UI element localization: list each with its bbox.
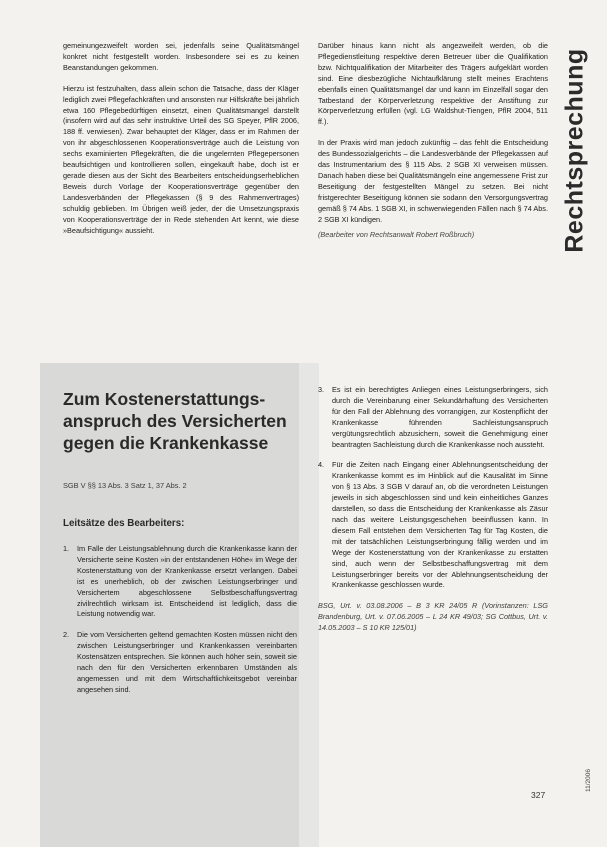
item-number: 3. bbox=[318, 385, 325, 394]
item-text: Es ist ein berechtigtes Anliegen eines Leistungserbringers, sich durch die Vereinbarung einer Sekundärhaftung des Versicherten für den Fall der Ablehnung des vorrangigen, zur Kostenpflicht der Krankenkasse führenden Sachleistungsanspruch vergütungsrechtlich abzusichern, soweit die Genehmigung einer beantragten Sachleistung durch die Krankenkasse noch aussteht. bbox=[332, 385, 548, 449]
paragraph: In der Praxis wird man jedoch zukünftig – das fehlt die Entscheidung des Bundessozialgerichts – die Landesverbände der Pflegekassen auf das Instrumentarium des § 115 Abs. 2 SGB XI verweisen müssen. Danach haben diese bei Qualitätsmängeln eine angemessene Frist zur Beseitigung der festgestellten Mängel zu setzen. Bei nicht fristgerechter Beseitigung können sie sodann den Versorgungsvertrag gemäß § 74 Abs. 1 SGB XI, in schwerwiegenden Fällen nach § 74 Abs. 2 SGB XI kündigen. bbox=[318, 138, 548, 224]
item-text: Die vom Versicherten geltend gemachten Kosten müssen nicht den zwischen Leistungserbringer und Krankenkassen vereinbarten Kostensätzen entsprechen. Sie können auch höher sein, soweit sie nach den für den Versicherten erkennbaren Umständen als angemessen und mit dem Wirtschaftlichkeitsgebot vereinbar angesehen sind. bbox=[77, 630, 297, 694]
bottom-right-column bbox=[318, 385, 548, 634]
paragraph: Hierzu ist festzuhalten, dass allein schon die Tatsache, dass der Kläger lediglich zwei Pflegefachkräften und ansonsten nur Hilfskräfte bei jährlich etwa 160 Pflegebedürftigen einsetzt, einen Qualitätsmangel darstellt (insofern wird auf das sehr instruktive Urteil des SG Speyer, PflR 2006, 188 ff. verwiesen). Zwar behauptet der Kläger, dass er im Rahmen der von ihr abgeschlossenen Kooperationsverträge auch die Leistung von sechs examinierten Pflegekräften, die die ungelernten Pflegepersonen beaufsichtigen und kontrollieren sollen, eingekauft habe, doch ist er gerade diesen aus der Sicht des Bearbeiters entscheidungserheblichen Beweis durch Vorlage der Kooperationsverträge gegenüber den Landesverbänden der Pflegekassen (§ 9 des Rahmenvertrages) schuldig geblieben. Im Übrigen weiß jeder, der die Umsetzungspraxis von Kooperationsverträge der in Rede stehenden Art kennt, wie diese »Beaufsichtigung« aussieht. bbox=[63, 83, 299, 235]
section-title-text: Rechtsprechung bbox=[560, 47, 589, 253]
article-title-line: anspruch des Versicherten bbox=[63, 411, 287, 431]
item-text: Für die Zeiten nach Eingang einer Ablehnungsentscheidung der Krankenkasse kommt es im Hinblick auf die Kausalität im Sinne von § 13 Abs. 3 SGB V darauf an, ob die verordneten Leistungen jeweils in sich abgeschlossen sind und kein einheitliches Ganzes darstellen, so dass die Entscheidung der Krankenkasse als Zäsur nach das weitere Leistungsgeschehen beeinflussen kann. In diesem Fall entstehen dem Versicherten Tag für Tag Kosten, die mit der tatsächlichen Leistungserbringung fällig werden und im Wege der Kostenerstattung von der Krankenkasse zu erstatten sind, auch wenn der Selbstbeschaffungsvertrag mit dem Leistungserbringer bereits vor der Ablehnungsentscheidung der Krankenkasse geschlossen wurde. bbox=[332, 460, 548, 590]
top-right-column bbox=[318, 41, 548, 240]
list-item bbox=[63, 544, 297, 620]
article-title-line: gegen die Krankenkasse bbox=[63, 433, 269, 453]
leitsaetze-heading: Leitsätze des Bearbeiters: bbox=[63, 518, 185, 529]
list-item bbox=[318, 460, 548, 591]
paragraph: Darüber hinaus kann nicht als angezweifelt werden, ob die Pflegedienstleitung respektive deren Betreuer über die Qualifikation bzw. Nichtqualifikation der Mitarbeiter des Trägers aufgeklärt worden sind. Eine diesbezügliche Nichtaufklärung stellt meines Erachtens ebenfalls einen Qualitätsmangel dar und kann im Einzelfall sogar den Tatbestand der Körperverletzung respektive der Anstiftung zur Körperverletzung erfüllen (vgl. LG Waldshut-Tiengen, PflR 2004, 511 ff.). bbox=[318, 41, 548, 127]
article-title bbox=[63, 388, 293, 454]
item-number: 4. bbox=[318, 460, 325, 470]
box-edge bbox=[299, 363, 319, 847]
item-number: 2. bbox=[63, 630, 70, 640]
article-title-line: Zum Kostenerstattungs- bbox=[63, 389, 266, 409]
statute-reference: SGB V §§ 13 Abs. 3 Satz 1, 37 Abs. 2 bbox=[63, 481, 187, 490]
list-item bbox=[63, 630, 297, 695]
issue-text: 11/2006 bbox=[584, 768, 592, 792]
bottom-left-column bbox=[63, 544, 297, 696]
case-references: BSG, Urt. v. 03.08.2006 – B 3 KR 24/05 R (Vorinstanzen: LSG Brandenburg, Urt. v. 07.06.2005 – L 24 KR 49/03; SG Cottbus, Urt. v. 14.05.2003 – S 10 KR 125/01) bbox=[318, 601, 548, 633]
top-left-column bbox=[63, 41, 299, 236]
item-text: Im Falle der Leistungsablehnung durch die Krankenkasse kann der Versicherte seine Kosten »in der entstandenen Höhe« im Wege der Kostenerstattung von der Krankenkasse ersetzt verlangen. Dabei ist es unerheblich, ob der zwischen Leistungserbringer und Versichertem abgeschlossene Selbstbeschaffungsvertrag zivilrechtlich wirksam ist. Entscheidend ist lediglich, dass die Leistung notwendig war. bbox=[77, 544, 297, 619]
paragraph: gemeinungezweifelt worden sei, jedenfalls seine Qualitätsmängel konkret nicht festgestellt worden. Insbesondere sei es zu keinen Beanstandungen gekommen. bbox=[63, 41, 299, 72]
author-signature: (Bearbeiter von Rechtsanwalt Robert Roßbruch) bbox=[318, 229, 475, 239]
issue-label bbox=[578, 755, 598, 805]
page-number: 327 bbox=[531, 790, 546, 800]
list-item bbox=[318, 385, 548, 450]
item-number: 1. bbox=[63, 544, 70, 553]
section-title bbox=[552, 40, 598, 260]
